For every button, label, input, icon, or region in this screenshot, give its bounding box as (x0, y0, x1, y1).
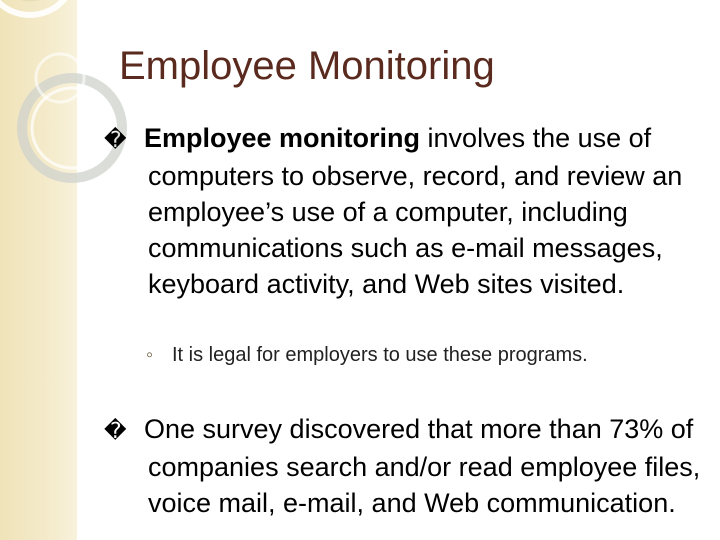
bullet-survey (104, 411, 720, 521)
bullet-text: involves the use of computers to observe, record, and review an employee’s use of a computer, including communications such as e-mail messages, keyboard activity, and Web sites visited. (148, 123, 683, 299)
bullet-employee-monitoring (104, 120, 720, 302)
slide-title: Employee Monitoring (119, 44, 495, 88)
sidebar-band (0, 0, 77, 540)
bullet-bold-lead: Employee monitoring (144, 123, 421, 153)
bullet-glyph: � (104, 418, 127, 443)
sub-bullet-legal (146, 342, 692, 369)
sub-bullet-glyph: ◦ (146, 344, 154, 366)
sub-bullet-text: It is legal for employers to use these programs. (172, 344, 588, 366)
bullet-glyph: � (104, 127, 127, 152)
bullet-text: One survey discovered that more than 73% of companies search and/or read employee files, voice mail, e-mail, and Web communication. (144, 414, 701, 518)
